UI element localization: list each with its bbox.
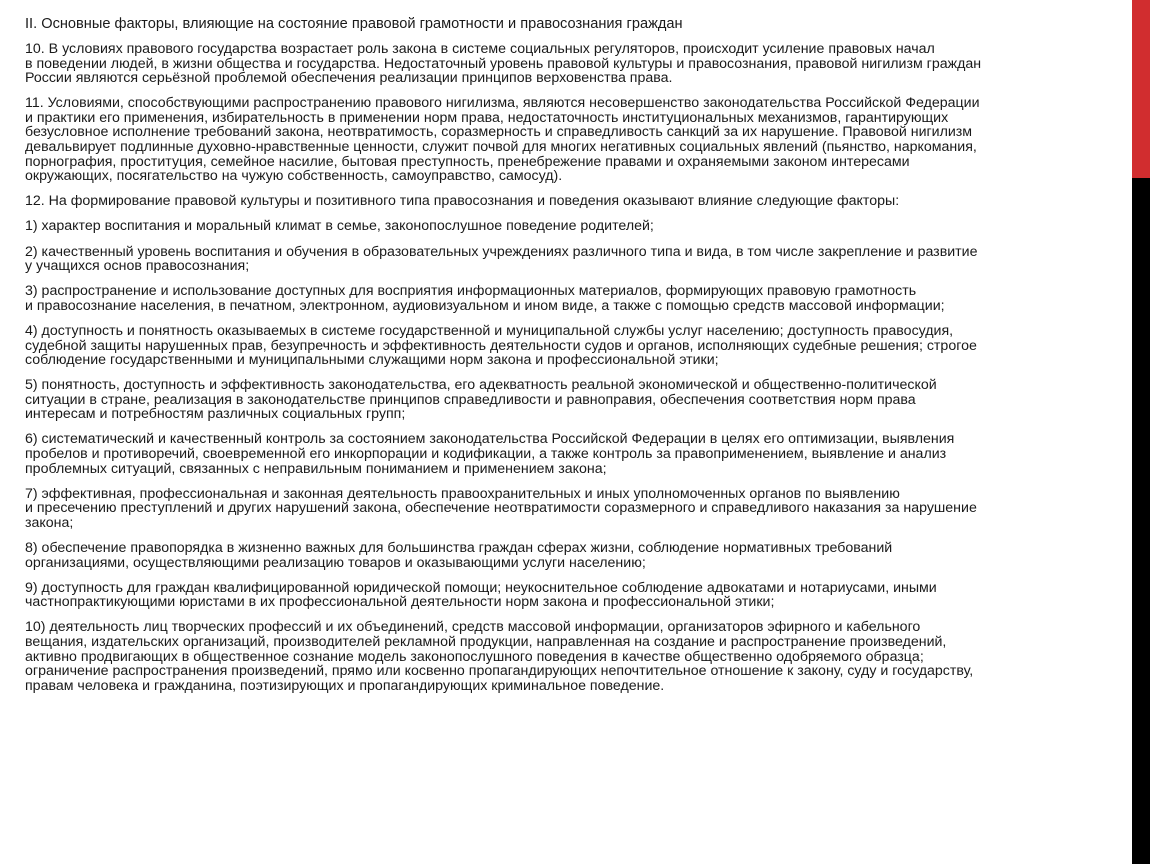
paragraph-line: 7) эффективная, профессиональная и законная деятельность правоохранительных и иных уполномоченных органов по выявлению xyxy=(25,485,900,502)
paragraph-line: 3) распространение и использование доступных для восприятия информационных материалов, формирующих правовую грамотность xyxy=(25,283,917,300)
paragraph-line: 6) систематический и качественный контроль за состоянием законодательства Российской Федерации в целях его оптимизации, выявления xyxy=(25,431,955,448)
paragraph xyxy=(25,432,1125,476)
paragraph-line: и пресечению преступлений и других нарушений закона, обеспечение неотвратимости соразмерного и справедливого наказания за нарушение xyxy=(25,500,977,517)
paragraph-line: вещания, издательских организаций, производителей рекламной продукции, направленная на создание и распространение произведений, xyxy=(25,634,947,650)
paragraph xyxy=(25,620,1125,693)
paragraph-line: 11. Условиями, способствующими распространению правового нигилизма, являются несовершенство законодательства Российской Федерации xyxy=(25,95,980,112)
paragraph-line: пробелов и противоречий, своевременной его инкорпорации и кодификации, а также контроль за правоприменением, выявление и анализ xyxy=(25,446,947,463)
paragraph-line: 8) обеспечение правопорядка в жизненно важных для большинства граждан сферах жизни, соблюдение нормативных требований xyxy=(25,540,893,557)
paragraph-line: 12. На формирование правовой культуры и позитивного типа правосознания и поведения оказывают влияние следующие факторы: xyxy=(25,193,900,210)
paragraph-line: 5) понятность, доступность и эффективность законодательства, его адекватность реальной экономической и общественно-политической xyxy=(25,377,937,394)
paragraph-line: окружающих, посягательство на чужую собственность, самоуправство, самосуд). xyxy=(25,168,563,185)
paragraph-line: закона; xyxy=(25,514,74,531)
paragraph xyxy=(25,324,1125,368)
paragraph-line: ситуации в стране, реализация в законодательстве принципов справедливости и равноправия, обеспечения соответствия норм права xyxy=(25,391,916,408)
paragraph-line: девальвирует подлинные духовно-нравственные ценности, служит почвой для многих негативных социальных явлений (пьянство, наркомания, xyxy=(25,139,977,156)
paragraph xyxy=(25,284,1125,313)
paragraph xyxy=(25,378,1125,422)
paragraph xyxy=(25,541,1125,570)
paragraph-line: 10) деятельность лиц творческих профессий и их объединений, средств массовой информации, организаторов эфирного и кабельного xyxy=(25,619,921,636)
paragraph-line: соблюдение государственными и муниципальными служащими норм закона и профессиональной этики; xyxy=(25,352,719,369)
paragraph xyxy=(25,42,1125,86)
paragraph-line: 9) доступность для граждан квалифицированной юридической помощи; неукоснительное соблюдение адвокатами и нотариусами, иными xyxy=(25,579,937,596)
paragraph-line: интересам и потребностям различных социальных групп; xyxy=(25,406,406,423)
paragraph-line: активно продвигающих в общественное сознание модель законопослушного поведения в качестве общественно одобряемого образца; xyxy=(25,648,924,665)
paragraph xyxy=(25,194,1125,209)
paragraph-line: и практики его применения, избирательность в применении норм права, недостаточность институциональных механизмов, гарантирующих xyxy=(25,109,949,126)
paragraph-line: организациями, осуществляющими реализацию товаров и оказывающими услуги населению; xyxy=(25,554,646,571)
paragraph-line: у учащихся основ правосознания; xyxy=(25,258,250,275)
paragraph-line: 4) доступность и понятность оказываемых в системе государственной и муниципальной службы услуг населению; доступность правосудия, xyxy=(25,322,954,339)
paragraph-line: безусловное исполнение требований закона, неотвратимость, соразмерность и справедливость санкций за их нарушение. Правовой нигилизм xyxy=(25,124,973,141)
section-heading: II. Основные факторы, влияющие на состояние правовой грамотности и правосознания граждан xyxy=(25,16,683,32)
paragraph xyxy=(25,581,1125,610)
paragraph-line: проблемных ситуаций, связанных с неправильным пониманием и применением закона; xyxy=(25,460,607,477)
paragraph-line: судебной защиты нарушенных прав, безупречность и эффективность деятельности судов и органов, исполняющих судебные решения; строгое xyxy=(25,337,977,354)
paragraph xyxy=(25,219,1125,234)
side-accent-red xyxy=(1132,0,1150,178)
paragraph xyxy=(25,487,1125,531)
paragraph-line: ограничение распространения произведений, прямо или косвенно пропагандирующих непочтительное отношение к закону, суду и государству, xyxy=(25,663,974,680)
paragraph-line: России являются серьёзной проблемой обеспечения реализации принципов верховенства права. xyxy=(25,70,673,87)
paragraph xyxy=(25,96,1125,184)
paragraph-line: в поведении людей, в жизни общества и государства. Недостаточный уровень правовой культуры и правосознания, правовой нигилизм граждан xyxy=(25,55,982,72)
paragraph-line: 2) качественный уровень воспитания и обучения в образовательных учреждениях различного типа и вида, в том числе закрепление и развитие xyxy=(25,243,978,260)
paragraph-line: частнопрактикующими юристами в их профессиональной деятельности норм закона и профессиональной этики; xyxy=(25,594,775,611)
paragraph-line: 1) характер воспитания и моральный климат в семье, законопослушное поведение родителей; xyxy=(25,218,654,235)
paragraph xyxy=(25,245,1125,274)
paragraph-line: 10. В условиях правового государства возрастает роль закона в системе социальных регуляторов, происходит усиление правовых начал xyxy=(25,41,935,57)
slide-content xyxy=(25,16,1125,704)
paragraph-line: и правосознание населения, в печатном, электронном, аудиовизуальном и ином виде, а также с помощью средств массовой информации; xyxy=(25,297,945,314)
paragraph-line: правам человека и гражданина, поэтизирующих и пропагандирующих криминальное поведение. xyxy=(25,677,665,694)
paragraph-list xyxy=(25,42,1125,693)
paragraph-line: порнография, проституция, семейное насилие, бытовая преступность, пренебрежение правами и охраняемыми законом интересами xyxy=(25,153,910,170)
